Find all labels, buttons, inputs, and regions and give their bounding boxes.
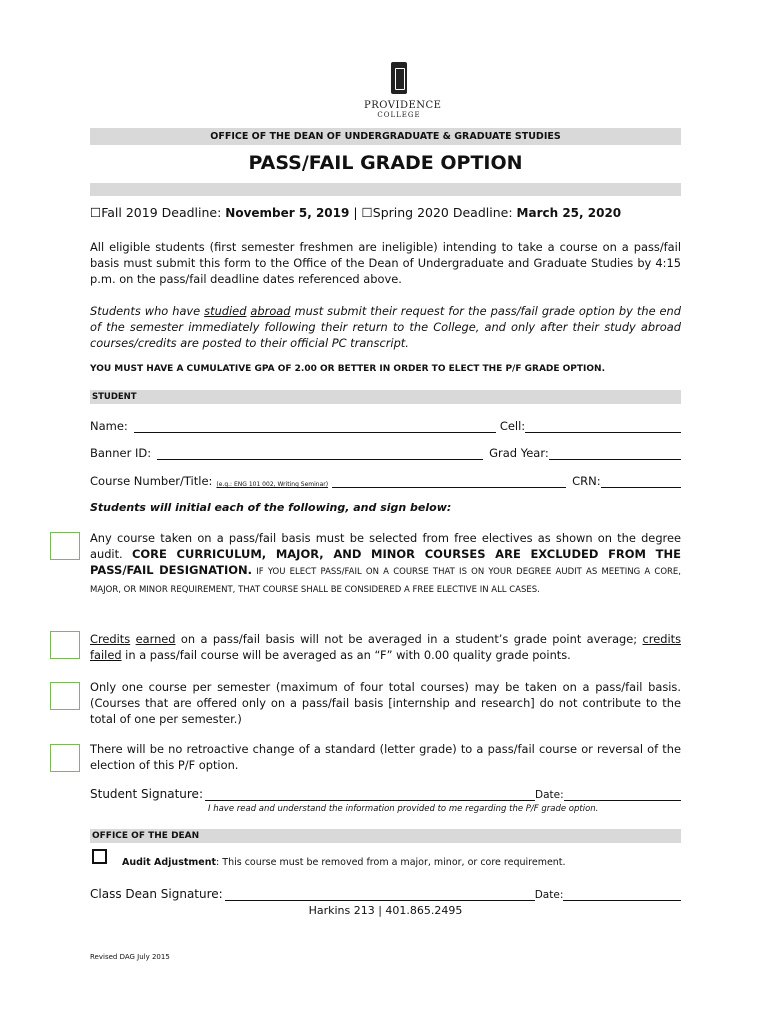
dean-signature-field[interactable] (225, 888, 535, 901)
banner-field[interactable] (157, 447, 483, 460)
rule-3: Only one course per semester (maximum of four total courses) may be taken on a pass/fail basis. (Courses that are offered only on a pass/fail basis [internship and research] do not contribute to the total of one per semester.) (90, 680, 681, 726)
dean-signature-row (90, 887, 681, 901)
banner-row (90, 446, 681, 460)
student-signature-row (90, 787, 681, 801)
gpa-notice: YOU MUST HAVE A CUMULATIVE GPA OF 2.00 OR BETTER IN ORDER TO ELECT THE P/F GRADE OPTION. (90, 364, 605, 374)
rule-2 (90, 631, 681, 663)
shield-icon (391, 62, 407, 94)
rule-2-end: in a pass/fail course will be averaged as an “F” with 0.00 quality grade points. (121, 648, 571, 662)
signature-note: I have read and understand the information provided to me regarding the P/F grade option. (208, 804, 599, 814)
banner-label: Banner ID: (90, 446, 152, 460)
rule-2-credits2: credits (642, 632, 682, 646)
dean-contact: Harkins 213 | 401.865.2495 (308, 904, 463, 917)
rule-2-earned: earned (135, 632, 176, 646)
dean-date-label: Date: (534, 889, 564, 901)
abroad-word: abroad (250, 304, 291, 318)
initial-box-1[interactable] (50, 532, 80, 560)
cell-field[interactable] (525, 420, 681, 433)
audit-text: : This course must be removed from a major, minor, or core requirement. (216, 857, 566, 868)
fall-date: November 5, 2019 (225, 206, 350, 220)
grad-year-field[interactable] (549, 447, 681, 460)
fall-checkbox[interactable]: ☐ (90, 205, 102, 220)
rule-1 (90, 530, 681, 598)
crn-field[interactable] (601, 475, 681, 488)
audit-label: Audit Adjustment (122, 857, 217, 868)
abroad-post: must submit their request for the pass/fail grade option by the end of the semester immediately following their return to the College, and only after their study abroad courses/credits are posted to their official PC transcript. (90, 304, 682, 350)
student-date-label: Date: (535, 789, 564, 801)
office-header: OFFICE OF THE DEAN OF UNDERGRADUATE & GRADUATE STUDIES (90, 128, 681, 145)
course-field[interactable] (332, 475, 566, 488)
logo-name: PROVIDENCE (364, 100, 442, 111)
spring-date: March 25, 2020 (516, 206, 622, 220)
course-row (90, 474, 681, 488)
rule-1-detail: IF YOU ELECT PASS/FAIL ON A COURSE THAT IS ON YOUR DEGREE AUDIT AS MEETING A CORE, MAJOR, OR MINOR REQUIREMENT, THAT COURSE SHALL BE CONSIDERED A FREE ELECTIVE IN ALL CASES. (90, 567, 681, 595)
abroad-paragraph (90, 303, 681, 351)
cell-label: Cell: (499, 419, 526, 433)
fall-label: Fall 2019 Deadline: (101, 205, 222, 220)
abroad-pre: Students who have (90, 304, 205, 318)
page-title: PASS/FAIL GRADE OPTION (248, 152, 523, 174)
student-signature-field[interactable] (205, 788, 535, 801)
name-label: Name: (90, 419, 128, 433)
course-hint: (e.g.: ENG 101 002, Writing Seminar) (216, 481, 329, 488)
rule-2-mid: on a pass/fail basis will not be averaged in a student’s grade point average; (175, 632, 643, 646)
separator: | (353, 205, 358, 220)
grad-year-label: Grad Year: (489, 446, 549, 460)
dean-date-field[interactable] (563, 888, 681, 901)
name-row (90, 419, 681, 433)
student-section-header: STUDENT (90, 390, 681, 404)
logo-sub: COLLEGE (377, 111, 421, 119)
student-signature-label: Student Signature: (90, 787, 203, 801)
rule-4: There will be no retroactive change of a standard (letter grade) to a pass/fail course or reversal of the election of this P/F option. (90, 742, 681, 772)
student-date-field[interactable] (564, 788, 681, 801)
revised-footer: Revised DAG July 2015 (90, 953, 170, 961)
dean-section-header: OFFICE OF THE DEAN (90, 829, 681, 843)
rule-2-credits: Credits (90, 632, 131, 646)
spring-checkbox[interactable]: ☐ (361, 205, 373, 220)
spring-label: Spring 2020 Deadline: (372, 205, 513, 220)
intro-paragraph: All eligible students (first semester freshmen are ineligible) intending to take a course on a pass/fail basis must submit this form to the Office of the Dean of Undergraduate and Graduate Studies by 4:15 p.m. on the pass/fail deadline dates referenced above. (90, 240, 681, 286)
dean-signature-label: Class Dean Signature: (90, 887, 223, 901)
divider-bar (90, 183, 681, 196)
initials-heading: Students will initial each of the following, and sign below: (90, 501, 452, 514)
course-label: Course Number/Title: (90, 474, 213, 488)
audit-adjustment (122, 857, 566, 868)
rule-1-text: Any course taken on a pass/fail basis must be selected from free electives as shown on the degree audit. (90, 531, 681, 561)
deadline-row (90, 205, 621, 220)
abroad-studied: studied (204, 304, 247, 318)
rule-2-failed: failed (90, 648, 122, 662)
rule-1-emphasis: CORE CURRICULUM, MAJOR, AND MINOR COURSES ARE EXCLUDED FROM THE PASS/FAIL DESIGNATION. (90, 547, 681, 577)
name-field[interactable] (134, 420, 496, 433)
college-logo (364, 62, 442, 119)
audit-checkbox[interactable] (92, 849, 107, 864)
crn-label: CRN: (572, 474, 601, 488)
initial-box-2[interactable] (50, 631, 80, 659)
initial-box-3[interactable] (50, 682, 80, 710)
initial-box-4[interactable] (50, 744, 80, 772)
